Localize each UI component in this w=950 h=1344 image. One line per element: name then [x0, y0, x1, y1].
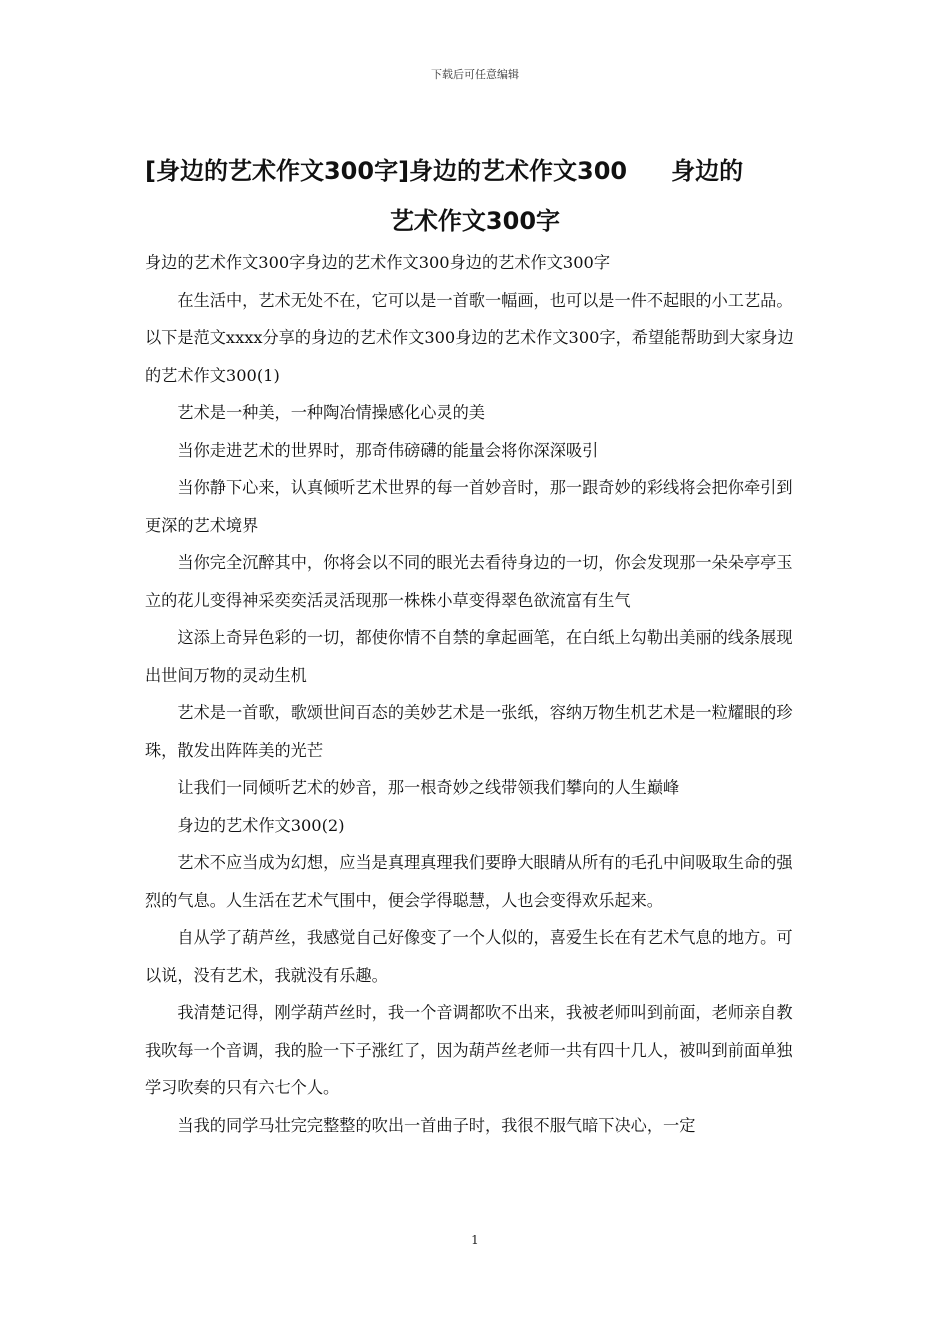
body-paragraph: 艺术不应当成为幻想，应当是真理真理我们要睁大眼睛从所有的毛孔中间吸取生命的强烈的气息。人生活在艺术气围中，便会学得聪慧，人也会变得欢乐起来。 [145, 853, 793, 910]
body-paragraph: 让我们一同倾听艺术的妙音，那一根奇妙之线带领我们攀向的人生巅峰 [177, 778, 680, 797]
body-paragraph: 我清楚记得，刚学葫芦丝时，我一个音调都吹不出来，我被老师叫到前面，老师亲自教我吹每一个音调，我的脸一下子涨红了，因为葫芦丝老师一共有四十几人，被叫到前面单独学习吹奏的只有六七个人。 [145, 1003, 793, 1097]
body-paragraph: 身边的艺术作文300(2) [177, 815, 345, 835]
document-body [145, 244, 807, 1144]
body-paragraph: 当你完全沉醉其中，你将会以不同的眼光去看待身边的一切，你会发现那一朵朵亭亭玉立的花儿变得神采奕奕活灵活现那一株株小草变得翠色欲流富有生气 [145, 553, 793, 610]
body-paragraph: 艺术是一种美，一种陶冶情操感化心灵的美 [177, 403, 485, 422]
page-number: 1 [471, 1233, 479, 1247]
body-paragraph: 身边的艺术作文300字身边的艺术作文300身边的艺术作文300字 [145, 253, 611, 272]
title-line-1-tail: 身边的 [671, 157, 744, 185]
body-paragraph: 这添上奇异色彩的一切，都使你情不自禁的拿起画笔，在白纸上勾勒出美丽的线条展现出世间万物的灵动生机 [145, 628, 793, 685]
body-paragraph: 当你静下心来，认真倾听艺术世界的每一首妙音时，那一跟奇妙的彩线将会把你牵引到更深的艺术境界 [145, 478, 793, 535]
body-paragraph: 艺术是一首歌，歌颂世间百态的美妙艺术是一张纸，容纳万物生机艺术是一粒耀眼的珍珠，散发出阵阵美的光芒 [145, 703, 793, 760]
header-note: 下载后可任意编辑 [431, 68, 519, 81]
title-line-1 [145, 146, 805, 196]
title-line-2: 艺术作文300字 [389, 207, 561, 235]
body-paragraph: 在生活中，艺术无处不在，它可以是一首歌一幅画，也可以是一件不起眼的小工艺品。以下是范文xxxx分享的身边的艺术作文300身边的艺术作文300字，希望能帮助到大家身边的艺术作文300(1) [145, 290, 794, 385]
body-paragraph: 当你走进艺术的世界时，那奇伟磅礴的能量会将你深深吸引 [177, 440, 599, 460]
body-paragraph: 当我的同学马壮完完整整的吹出一首曲子时，我很不服气暗下决心，一定 [177, 1115, 696, 1135]
document-title [145, 146, 805, 246]
body-paragraph: 自从学了葫芦丝，我感觉自己好像变了一个人似的，喜爱生长在有艺术气息的地方。可以说，没有艺术，我就没有乐趣。 [145, 928, 793, 985]
title-line-1-main: [身边的艺术作文300字]身边的艺术作文300 [145, 157, 628, 185]
